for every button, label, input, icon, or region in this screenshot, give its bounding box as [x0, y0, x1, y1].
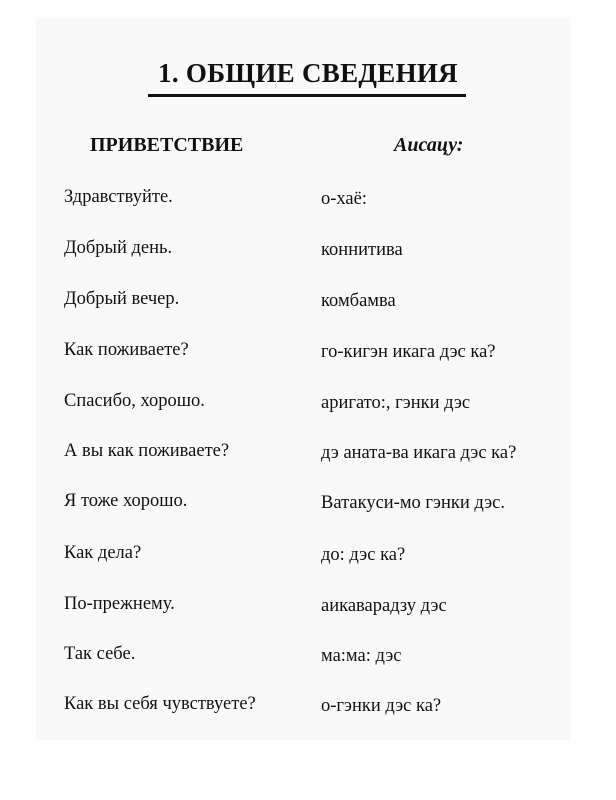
phrase-russian: А вы как поживаете?	[64, 441, 230, 461]
phrase-japanese: о-хаё:	[321, 189, 367, 209]
phrase-russian: Я тоже хорошо.	[64, 491, 188, 511]
phrase-russian: Как поживаете?	[64, 340, 189, 360]
phrase-japanese: аикаварадзу дэс	[321, 596, 447, 616]
phrase-japanese: дэ аната-ва икага дэс ка?	[321, 443, 517, 463]
phrase-russian: Как дела?	[64, 543, 142, 563]
phrase-japanese: го-кигэн икага дэс ка?	[321, 342, 496, 362]
phrase-japanese: до: дэс ка?	[321, 545, 406, 565]
phrase-japanese: коннитива	[321, 240, 403, 260]
page-title: 1. ОБЩИЕ СВЕДЕНИЯ	[158, 58, 458, 88]
phrase-russian: Как вы себя чувствуете?	[64, 694, 256, 714]
phrase-japanese: Ватакуси-мо гэнки дэс.	[321, 493, 506, 513]
phrase-russian: Добрый день.	[64, 238, 173, 258]
phrase-japanese: аригато:, гэнки дэс	[321, 393, 471, 413]
phrase-russian: Так себе.	[64, 644, 136, 664]
phrase-japanese: о-гэнки дэс ка?	[321, 696, 442, 716]
phrase-japanese: ма:ма: дэс	[321, 646, 402, 666]
phrase-japanese: комбамва	[321, 291, 396, 311]
page-background	[36, 18, 570, 740]
section-heading-translation: Аисацу:	[394, 134, 464, 156]
title-underline	[148, 94, 466, 97]
phrase-russian: Спасибо, хорошо.	[64, 391, 205, 411]
phrase-russian: По-прежнему.	[64, 594, 175, 614]
phrase-russian: Здравствуйте.	[64, 187, 173, 207]
phrase-russian: Добрый вечер.	[64, 289, 180, 309]
section-heading: ПРИВЕТСТВИЕ	[90, 134, 244, 156]
